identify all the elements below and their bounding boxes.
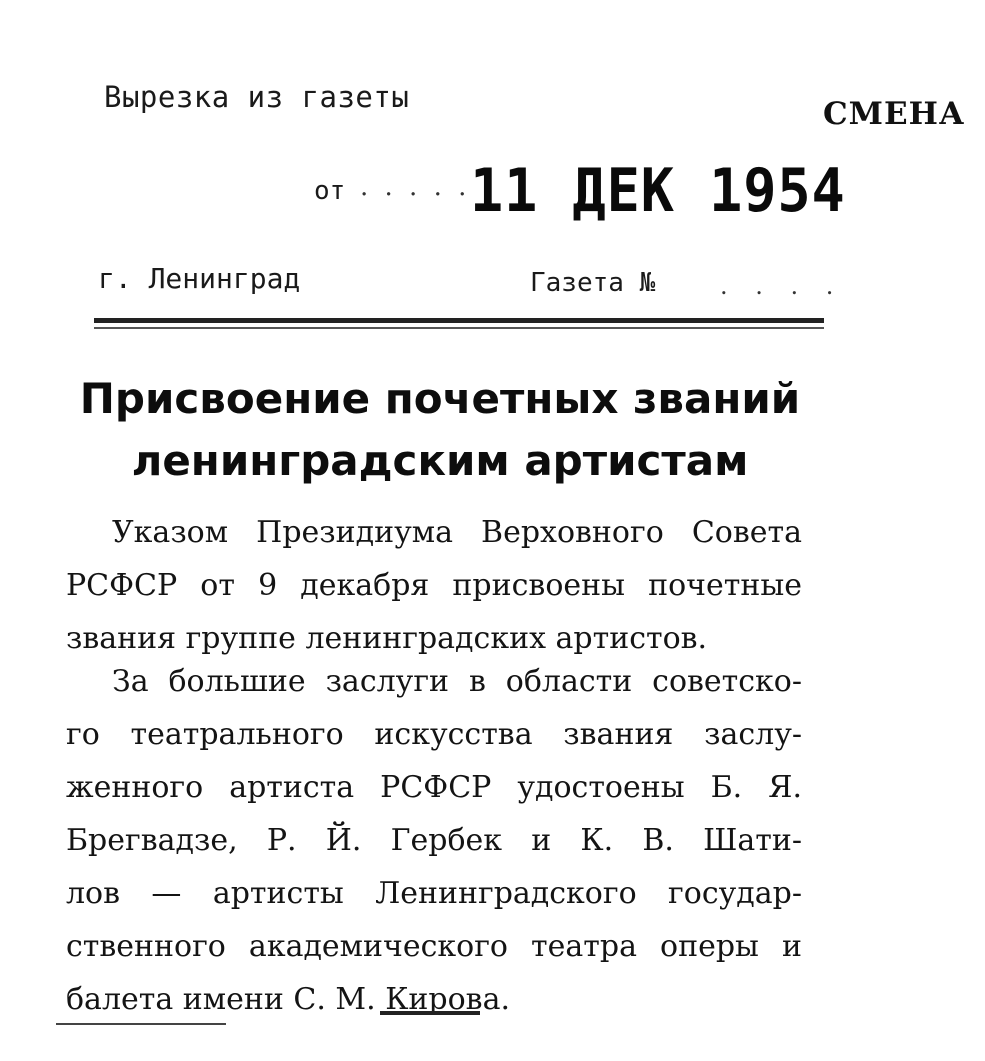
article-paragraph-1 [66, 506, 802, 665]
article-title-line: Присвоение почетных званий [79, 374, 801, 423]
paragraph-line: звания группе ленинградских артистов. [66, 621, 708, 656]
paragraph-line: Указом Президиума Верховного Совета [112, 515, 802, 550]
paragraph-line: Брегвадзе, Р. Й. Гербек и К. В. Шати- [66, 823, 802, 858]
article-title-line: ленинградским артистам [131, 436, 749, 485]
footer-rule-left [56, 1023, 226, 1025]
issue-label: Газета № [530, 268, 656, 298]
header-rule [94, 318, 824, 323]
issue-leader-dots: . . . . [720, 272, 844, 300]
date-leader-dots: . . . . . [360, 172, 471, 202]
header-rule-thin [94, 327, 824, 329]
newspaper-name: СМЕНА [823, 96, 966, 132]
paragraph-line: го театрального искусства звания заслу- [66, 717, 802, 752]
date-prefix: от [314, 176, 346, 206]
paragraph-line: лов — артисты Ленинградского государ- [66, 876, 802, 911]
clipping-label: Вырезка из газеты [104, 80, 410, 114]
article-paragraph-2 [66, 655, 802, 1026]
date-stamp: 11 ДЕК 1954 [470, 156, 846, 226]
paragraph-line: балета имени С. М. Кирова. [66, 982, 510, 1017]
paragraph-line: женного артиста РСФСР удостоены Б. Я. [66, 770, 802, 805]
paragraph-line: ственного академического театра оперы и [66, 929, 802, 964]
paragraph-line: РСФСР от 9 декабря присвоены почетные [66, 568, 802, 603]
city: г. Ленинград [98, 262, 301, 295]
paragraph-line: За большие заслуги в области советско- [112, 664, 802, 699]
article-end-rule [380, 1011, 480, 1015]
article-title [60, 368, 820, 492]
